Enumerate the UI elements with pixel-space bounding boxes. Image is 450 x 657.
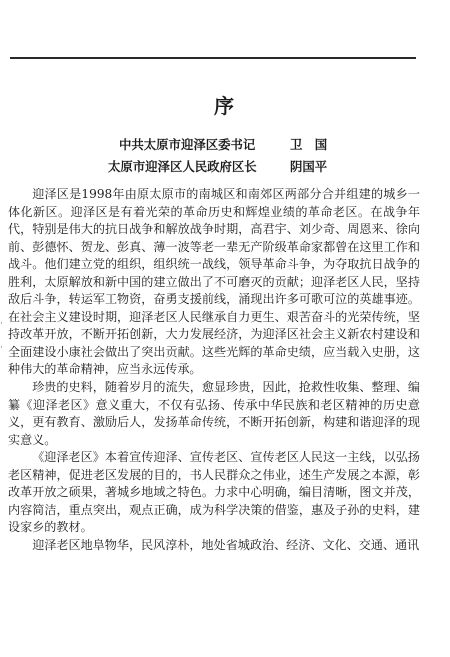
preface-title: 序 <box>214 94 236 118</box>
byline-role: 太原市迎泽区人民政府区长 <box>108 159 257 174</box>
page-edge-marks: · · <box>0 319 3 353</box>
byline-role: 中共太原市迎泽区委书记 <box>119 137 256 152</box>
byline-1 <box>119 136 328 153</box>
paragraph: 迎泽区是1998年由原太原市的南城区和南郊区两部分合并组建的城乡一体化新区。迎泽区是有着光荣的革命历史和辉煌业绩的革命老区。在战争年代，特别是伟大的抗日战争和解放战争时期，高君宇、刘少奇、周恩来、徐向前、彭德怀、贺龙、彭真、薄一波等老一辈无产阶级革命家都曾在这里工作和战斗。他们建立党的组织，组织统一战线，领导革命斗争，为夺取抗日战争的胜利，太原解放和新中国的建立做出了不可磨灭的贡献；迎泽老区人民，坚持敌后斗争，转运军工物资，奋勇支援前线，涌现出许多可歌可泣的英雄事迹。在社会主义建设时期，迎泽老区人民继承自力更生、艰苦奋斗的光荣传统，坚持改革开放，不断开拓创新，大力发展经济，为迎泽区社会主义新农村建设和全面建设小康社会做出了突出贡献。这些光辉的革命史绩，应当载入史册，这种伟大的革命精神，应当永远传承。 <box>8 187 420 377</box>
byline-2 <box>108 158 328 175</box>
body-text <box>8 186 420 554</box>
byline-person: 阴国平 <box>290 159 328 174</box>
paragraph: 珍贵的史料，随着岁月的流失，愈显珍贵，因此，抢救性收集、整理、编纂《迎泽老区》意义重大，不仅有弘扬、传承中华民族和老区精神的历史意义，更有教育、激励后人，发扬革命传统，不断开拓创新，构建和谐迎泽的现实意义。 <box>8 380 420 447</box>
header-rule <box>10 57 416 59</box>
paragraph: 迎泽老区地阜物华，民风淳朴，地处省城政治、经济、文化、交通、通讯 <box>32 537 420 552</box>
paragraph: 《迎泽老区》本着宣传迎泽、宣传老区、宣传老区人民这一主线，以弘扬老区精神，促进老区发展的目的，书人民群众之伟业，述生产发展之本源，彰改革开放之硕果，著城乡地域之特色。力求中心明确，编目清晰，图文并茂，内容简洁，重点突出，观点正确，成为科学决策的借鉴，惠及子孙的史料，建设家乡的教材。 <box>8 450 420 535</box>
byline-person: 卫 国 <box>290 137 328 152</box>
